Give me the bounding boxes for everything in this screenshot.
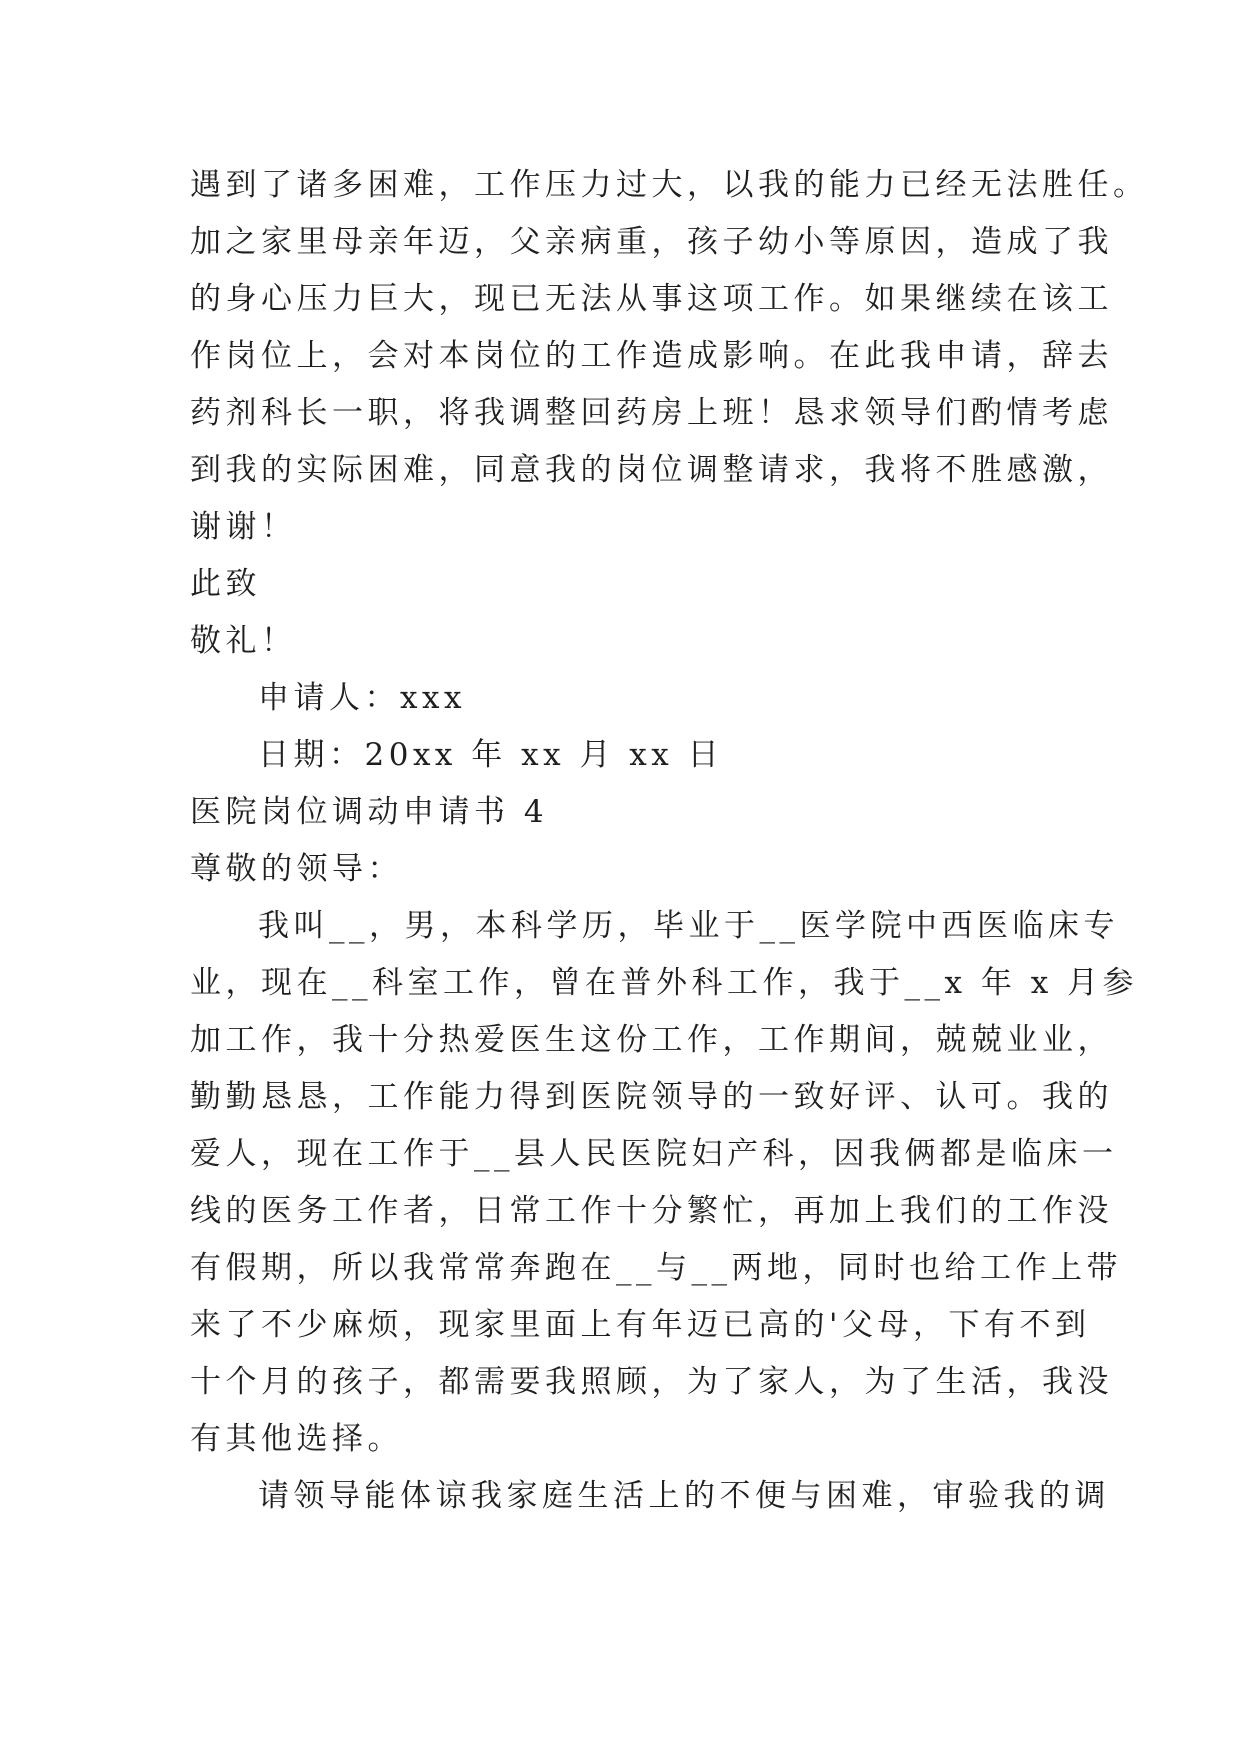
closing-regards: 敬礼！ <box>190 623 297 659</box>
paragraph-line: 药剂科长一职，将我调整回药房上班！恳求领导们酌情考虑 <box>190 395 1113 431</box>
paragraph-line: 谢谢！ <box>190 509 297 545</box>
paragraph-line: 勤勤恳恳，工作能力得到医院领导的一致好评、认可。我的 <box>190 1079 1113 1115</box>
paragraph-line: 有假期，所以我常常奔跑在__与__两地，同时也给工作上带 <box>190 1250 1122 1286</box>
paragraph-line: 业，现在__科室工作，曾在普外科工作，我于__x 年 x 月参 <box>190 965 1139 1001</box>
paragraph-line: 有其他选择。 <box>190 1421 403 1457</box>
paragraph-line: 的身心压力巨大，现已无法从事这项工作。如果继续在该工 <box>190 281 1113 317</box>
applicant-signature: 申请人：xxx <box>258 680 466 716</box>
date-line: 日期：20xx 年 xx 月 xx 日 <box>258 737 724 773</box>
greeting: 尊敬的领导： <box>190 851 403 887</box>
paragraph-line: 作岗位上，会对本岗位的工作造成影响。在此我申请，辞去 <box>190 338 1113 374</box>
paragraph-line: 到我的实际困难，同意我的岗位调整请求，我将不胜感激， <box>190 452 1113 488</box>
paragraph-line: 我叫__，男，本科学历，毕业于__医学院中西医临床专 <box>258 908 1119 944</box>
paragraph-line: 加工作，我十分热爱医生这份工作，工作期间，兢兢业业， <box>190 1022 1113 1058</box>
paragraph-line: 十个月的孩子，都需要我照顾，为了家人，为了生活，我没 <box>190 1364 1113 1400</box>
paragraph-line: 线的医务工作者，日常工作十分繁忙，再加上我们的工作没 <box>190 1193 1113 1229</box>
paragraph-line: 加之家里母亲年迈，父亲病重，孩子幼小等原因，造成了我 <box>190 224 1113 260</box>
section-title: 医院岗位调动申请书 4 <box>190 794 549 830</box>
paragraph-line: 爱人，现在工作于__县人民医院妇产科，因我俩都是临床一 <box>190 1136 1118 1172</box>
paragraph-line: 来了不少麻烦，现家里面上有年迈已高的'父母，下有不到 <box>190 1307 1091 1343</box>
paragraph-line: 遇到了诸多困难，工作压力过大，以我的能力已经无法胜任。 <box>190 167 1149 203</box>
paragraph-line: 请领导能体谅我家庭生活上的不便与困难，审验我的调 <box>258 1478 1110 1514</box>
closing-salutation: 此致 <box>190 566 261 602</box>
